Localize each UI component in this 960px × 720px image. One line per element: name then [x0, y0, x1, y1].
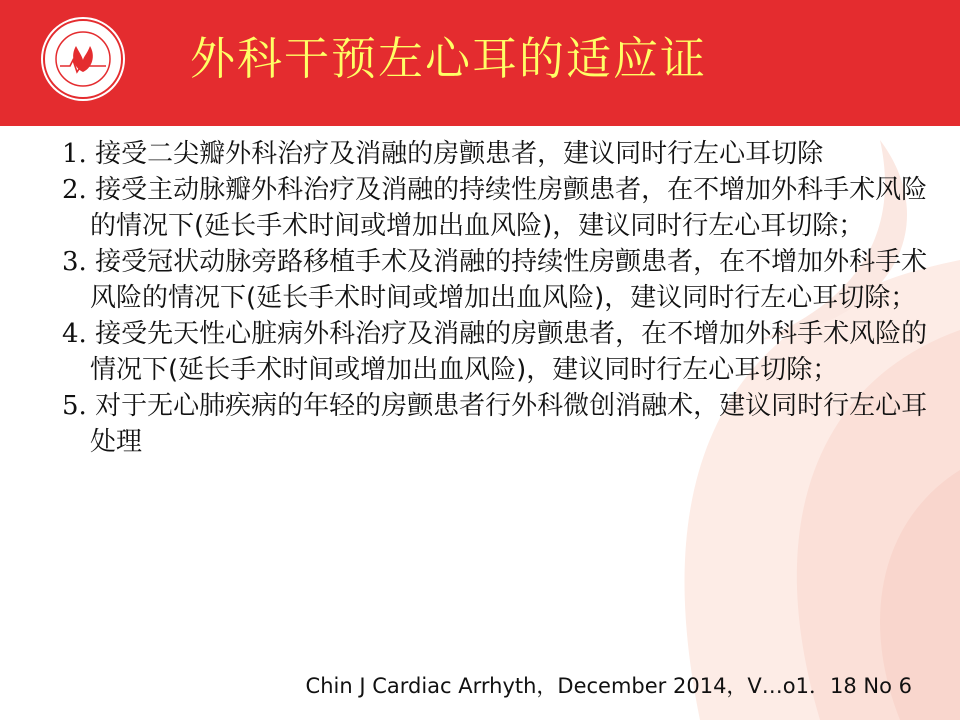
item-text: 接受主动脉瓣外科治疗及消融的持续性房颤患者，在不增加外科手术风险的情况下(延长手术时间或增加出血风险)，建议同时行左心耳切除；: [90, 175, 928, 241]
list-item: [62, 316, 932, 388]
list-item: [62, 136, 932, 172]
slide-title: 外科干预左心耳的适应证: [190, 32, 708, 85]
item-text: 接受冠状动脉旁路移植手术及消融的持续性房颤患者，在不增加外科手术风险的情况下(延长手术时间或增加出血风险)，建议同时行左心耳切除；: [90, 247, 928, 313]
women-in-ep-logo: [40, 16, 126, 102]
item-text: 对于无心肺疾病的年轻的房颤患者行外科微创消融术，建议同时行左心耳处理: [90, 391, 928, 457]
title-bar: [0, 0, 960, 126]
item-text: 接受二尖瓣外科治疗及消融的房颤患者，建议同时行左心耳切除: [95, 139, 824, 169]
item-number: 1.: [62, 139, 87, 169]
list-item: [62, 172, 932, 244]
indication-list: [62, 136, 932, 460]
item-number: 3.: [62, 247, 87, 277]
citation: Chin J Cardiac Arrhyth，December 2014，V…o1．18 No 6: [305, 674, 912, 698]
item-text: 接受先天性心脏病外科治疗及消融的房颤患者，在不增加外科手术风险的情况下(延长手术时间或增加出血风险)，建议同时行左心耳切除；: [90, 319, 928, 385]
list-item: [62, 388, 932, 460]
item-number: 2.: [62, 175, 87, 205]
item-number: 5.: [62, 391, 87, 421]
list-item: [62, 244, 932, 316]
item-number: 4.: [62, 319, 87, 349]
